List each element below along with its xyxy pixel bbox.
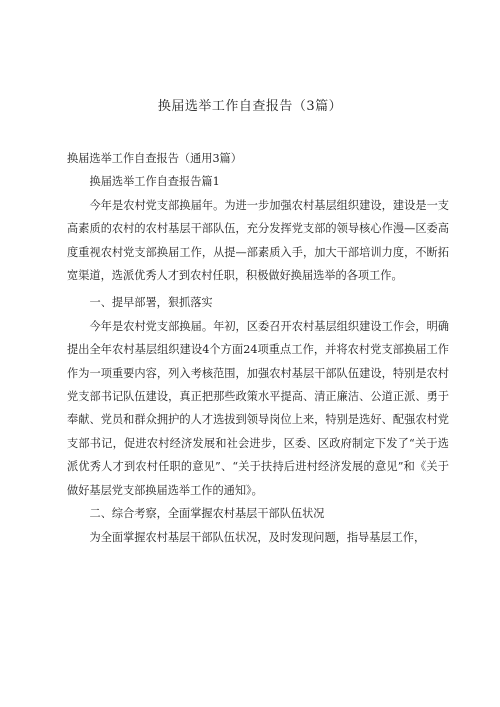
document-body bbox=[67, 147, 449, 549]
section-2-heading: 二、综合考察，全面掌握农村基层干部队伍状况 bbox=[89, 507, 325, 521]
part-heading: 换届选举工作自查报告篇1 bbox=[89, 175, 220, 189]
paragraph-1: 今年是农村党支部换届年。为进一步加强农村基层组织建设，建设是一支高素质的农村的农村基层干部队伍，充分发挥党支部的领导核心作漫—区委高度重视农村党支部换届工作，从提—部素质入手，加大干部培训力度，不断拓宽渠道，选派优秀人才到农村任职，积极做好换届选举的各项工作。 bbox=[67, 198, 449, 283]
section-1-heading: 一、提早部署，狠抓落实 bbox=[89, 296, 213, 310]
document-title: 换届选举工作自查报告（3篇） bbox=[157, 99, 343, 114]
document-subtitle: 换届选举工作自查报告（通用3篇） bbox=[67, 152, 242, 165]
paragraph-3: 为全面掌握农村基层干部队伍状况，及时发现问题，指导基层工作， bbox=[89, 530, 426, 544]
paragraph-2: 今年是农村党支部换届。年初，区委召开农村基层组织建设工作会，明确提出全年农村基层组织建设4个方面24项重点工作，并将农村党支部换届工作作为一项重要内容，列入考核范围，加强农村基层干部队伍建设，特别是农村党支部书记队伍建设，真正把那些政策水平提高、清正廉洁、公道正派、勇于奉献、党员和群众拥护的人才选拔到领导岗位上来，特别是选好、配强农村党支部书记，促进农村经济发展和社会进步，区委、区政府制定下发了“关于选派优秀人才到农村任职的意见”、“关于扶持后进村经济发展的意见”和《关于做好基层党支部换届选举工作的通知》。 bbox=[67, 319, 449, 497]
